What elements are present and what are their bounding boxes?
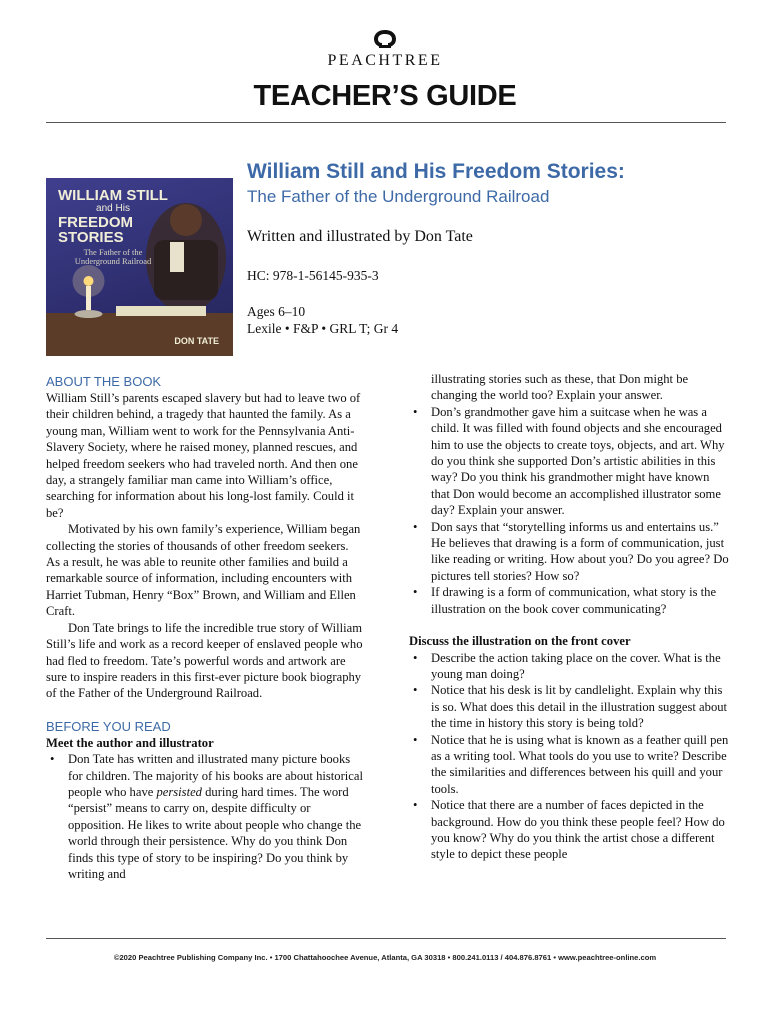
list-item: • If drawing is a form of communication, what story is the illustration on the book cover communicating? bbox=[409, 584, 729, 617]
discuss-list bbox=[409, 650, 729, 863]
cover-title-line2: and His bbox=[96, 203, 130, 214]
before-list bbox=[46, 751, 364, 882]
cover-subtitle: The Father of the Underground Railroad bbox=[74, 247, 152, 266]
book-title: William Still and His Freedom Stories: bbox=[247, 160, 625, 183]
cover-title-line3: FREEDOM STORIES bbox=[58, 214, 133, 246]
list-item: • Notice that there are a number of faces depicted in the background. How do you think these people feel? How do you know? Why do you think the artist chose a different style to depict these people bbox=[409, 797, 729, 863]
cover-title bbox=[58, 188, 168, 245]
about-heading: ABOUT THE BOOK bbox=[46, 374, 162, 389]
list-item: • Describe the action taking place on the cover. What is the young man doing? bbox=[409, 650, 729, 683]
footer-divider bbox=[46, 938, 726, 939]
byline: Written and illustrated by Don Tate bbox=[247, 228, 473, 245]
list-item: • Don Tate has written and illustrated many picture books for children. The majority of his books are about historical people who have persisted during hard times. The word “persist” means to carry on, despite difficulty or opposition. He likes to write about people who change the world through their persistence. Why do you think Don finds this type of story to be inspiring? Do you think by writing and bbox=[46, 751, 364, 882]
peachtree-logo-icon bbox=[371, 28, 399, 50]
before-heading: BEFORE YOU READ bbox=[46, 718, 171, 734]
cover-author: DON TATE bbox=[174, 336, 219, 346]
list-item: • Don’s grandmother gave him a suitcase when he was a child. It was filled with found objects and she encouraged him to use the objects to create toys, objects, and art. Why do you think she supported Don’s artistic abilities in this way? Do you think his grandmother might have known that Don would become an accomplished illustrator some day? Explain your answer. bbox=[409, 404, 729, 519]
meet-author-subheading: Meet the author and illustrator bbox=[46, 735, 214, 750]
list-item: • Don says that “storytelling informs us and entertains us.” He believes that drawing is a form of communication, just like reading or writing. How about you? Do you agree? Do pictures tell stories? How so? bbox=[409, 519, 729, 585]
publisher-name: PEACHTREE bbox=[327, 52, 443, 69]
right-column bbox=[409, 371, 729, 863]
book-cover-image bbox=[46, 178, 233, 356]
isbn: HC: 978-1-56145-935-3 bbox=[247, 268, 379, 283]
guide-title: TEACHER’S GUIDE bbox=[253, 80, 517, 112]
reading-levels: Lexile • F&P • GRL T; Gr 4 bbox=[247, 321, 399, 336]
book-subtitle: The Father of the Underground Railroad bbox=[247, 187, 550, 206]
before-list-continued bbox=[409, 371, 729, 617]
about-paragraph-2: Motivated by his own family’s experience, William began collecting the stories of thousands of other freedom seekers. As a result, he was able to reunite other families and build a remarkable source of information, including encounters with Harriet Tubman, Henry “Box” Brown, and William and Ellen Craft. bbox=[46, 522, 361, 619]
list-item: • Notice that he is using what is known as a feather quill pen as a writing tool. What tools do you use to write? Describe the similarities and differences between his quill and your tools. bbox=[409, 732, 729, 798]
discuss-subheading: Discuss the illustration on the front cover bbox=[409, 634, 631, 649]
left-column bbox=[46, 374, 364, 882]
about-paragraph-3: Don Tate brings to life the incredible true story of William Still’s life and work as a record keeper of enslaved people who had fled to freedom. Tate’s powerful words and artwork are sure to inspire readers in this first-ever picture book biography of the Father of the Underground Railroad. bbox=[46, 620, 363, 701]
cover-title-line1: WILLIAM STILL bbox=[58, 187, 168, 204]
list-item: illustrating stories such as these, that Don might be changing the world too? Explain your answer. bbox=[431, 372, 689, 403]
footer-text: ©2020 Peachtree Publishing Company Inc. • 1700 Chattahoochee Avenue, Atlanta, GA 30318 • 800.241.0113 / 404.876.8761 • www.peachtree-online.com bbox=[113, 953, 657, 962]
about-paragraph-1: William Still’s parents escaped slavery but had to leave two of their children behind, a tragedy that haunted the family. As a young man, William went to work for the Pennsylvania Anti-Slavery Society, where he raised money, planned rescues, and helped freedom seekers who had traveled north. And then one day, a strangely familiar man came into William’s office, searching for information about his long-lost family. Could it be? bbox=[46, 391, 361, 520]
ages: Ages 6–10 bbox=[247, 304, 306, 319]
header-divider bbox=[46, 122, 726, 123]
list-item: • Notice that his desk is lit by candlelight. Explain why this is so. What does this detail in the illustration suggest about the time in history this story is being told? bbox=[409, 682, 729, 731]
publisher-logo bbox=[0, 28, 770, 70]
